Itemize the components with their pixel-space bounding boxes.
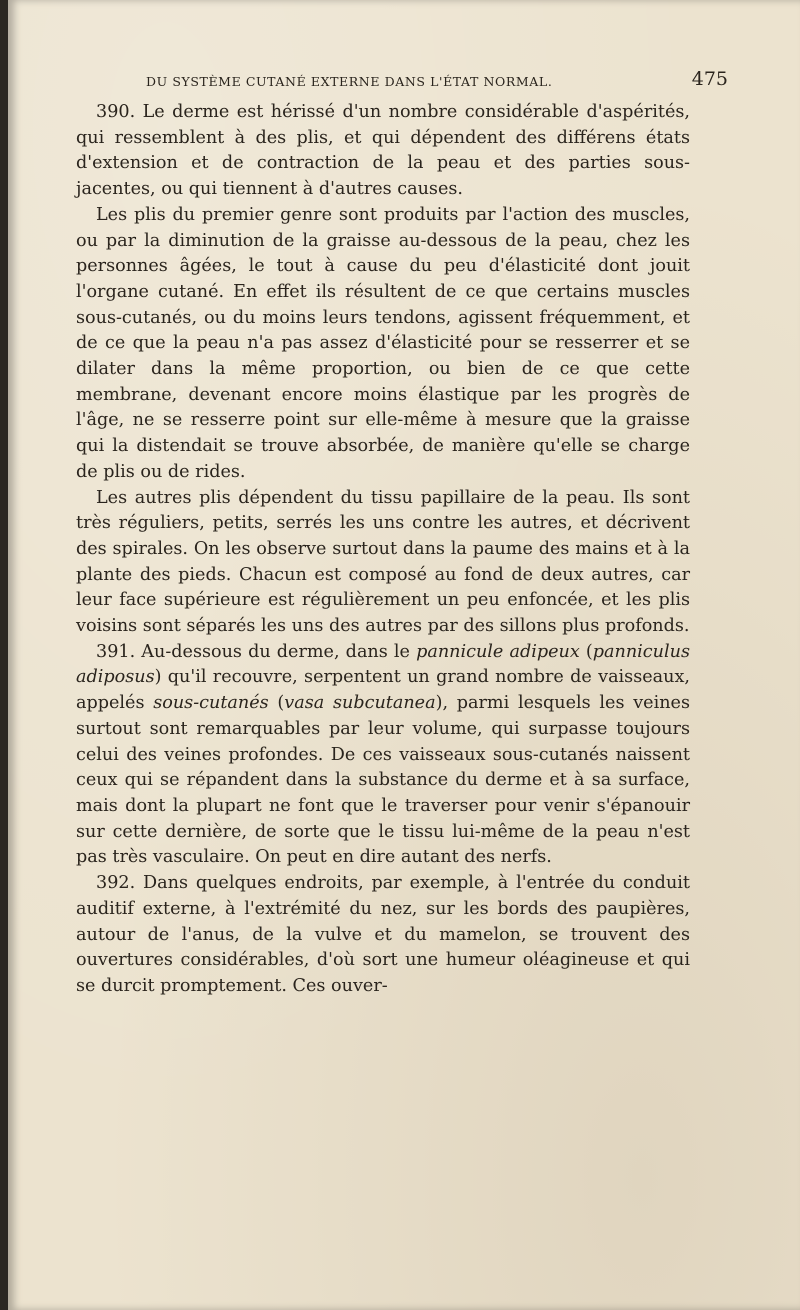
paragraph-number: 392. <box>96 873 144 894</box>
italic-term: sous-cutanés <box>153 693 269 714</box>
paragraph <box>76 100 690 203</box>
page-number: 475 <box>691 68 728 90</box>
running-head: DU SYSTÈME CUTANÉ EXTERNE DANS L'ÉTAT NORMAL. <box>146 74 553 89</box>
paragraph <box>76 486 690 640</box>
paragraph <box>76 640 690 871</box>
italic-term: panniculus adiposus <box>76 641 690 688</box>
paragraph-text: ( <box>579 641 593 662</box>
italic-term: pannicule adipeux <box>416 641 580 662</box>
paragraph <box>76 871 690 1000</box>
book-page <box>8 0 800 1310</box>
paragraph-text: Dans quelques endroits, par exemple, à l'entrée du conduit auditif externe, à l'extrémité du nez, sur les bords des paupières, autour de l'anus, de la vulve et du mamelon, se trouvent des ouvertures considérables, d'où sort une humeur oléagineuse et qui se durcit promptement. Ces ouver- <box>76 873 690 996</box>
italic-term: vasa subcutanea <box>284 693 436 714</box>
paragraph-number: 391. <box>96 641 142 662</box>
paragraph-text: ) qu'il recouvre, serpentent un grand nombre de vaisseaux, appelés <box>76 667 690 714</box>
paragraph-text: Au-dessous du derme, dans le <box>141 641 417 662</box>
paragraph <box>76 203 690 486</box>
paragraph-text: ), parmi lesquels les veines surtout sont remarquables par leur volume, qui surpasse toujours celui des veines profondes. De ces vaisseaux sous-cutanés naissent ceux qui se répandent dans la substance du derme et à sa surface, mais dont la plupart ne font que le traverser pour venir s'épanouir sur cette dernière, de sorte que le tissu lui-même de la peau n'est pas très vasculaire. On peut en dire autant des nerfs. <box>76 693 690 868</box>
text-body <box>76 100 690 1000</box>
paragraph-text: Les autres plis dépendent du tissu papillaire de la peau. Ils sont très réguliers, petits, serrés les uns contre les autres, et décrivent des spirales. On les observe surtout dans la paume des mains et à la plante des pieds. Chacun est composé au fond de deux autres, car leur face supérieure est régulièrement un peu enfoncée, et les plis voisins sont séparés les uns des autres par des sillons plus profonds. <box>76 487 690 637</box>
paragraph-text: Le derme est hérissé d'un nombre considérable d'aspérités, qui ressemblent à des plis, et qui dépendent des différens états d'extension et de contraction de la peau et des parties sous-jacentes, ou qui tiennent à d'autres causes. <box>76 102 690 200</box>
paragraph-text: Les plis du premier genre sont produits par l'action des muscles, ou par la diminution de la graisse au-dessous de la peau, chez les personnes âgées, le tout à cause du peu d'élasticité dont jouit l'organe cutané. En effet ils résultent de ce que certains muscles sous-cutanés, ou du moins leurs tendons, agissent fréquemment, et de ce que la peau n'a pas assez d'élasticité pour se resserrer et se dilater dans la même proportion, ou bien de ce que cette membrane, devenant encore moins élastique par les progrès de l'âge, ne se resserre point sur elle-même à mesure que la graisse qui la distendait se trouve absorbée, de manière qu'elle se charge de plis ou de rides. <box>76 204 690 482</box>
paragraph-number: 390. <box>96 102 143 122</box>
page-header <box>146 68 728 94</box>
paragraph-text: ( <box>268 693 285 714</box>
